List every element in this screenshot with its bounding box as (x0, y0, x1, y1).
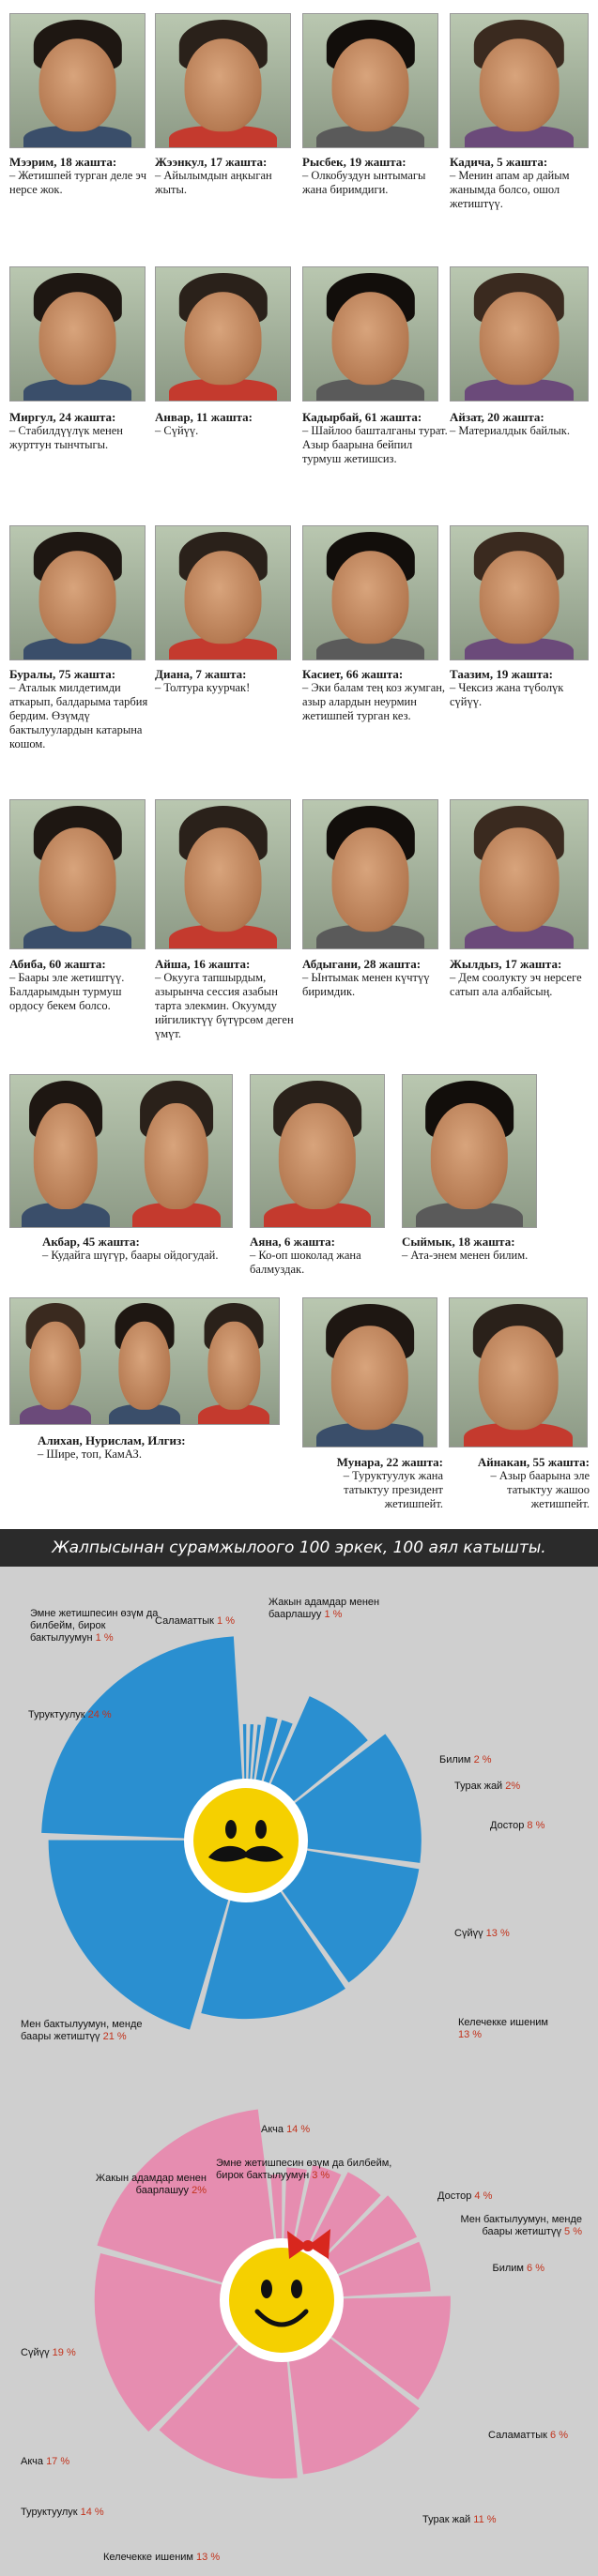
person-name: Аяна, 6 жашта: (250, 1235, 335, 1249)
person-quote: – Окууга тапшырдым, азырынча сессия азабын тарта элекмин. Окуумду ийгиликтүү бүтүрсөм деген үмүт. (155, 971, 294, 1040)
slice-label-text: Жакын адамдар менен баарлашуу (95, 2173, 207, 2196)
chart-slice-label (454, 1928, 558, 1940)
chart-slice-label (490, 1820, 575, 1832)
person-quote: – Толтура куурчак! (155, 681, 251, 694)
chart-slice-label (437, 2190, 531, 2203)
person-name: Жээнкул, 17 жашта: (155, 155, 268, 169)
chart-slice-label (441, 2214, 582, 2238)
slice-label-text: Туруктуулук (28, 1709, 85, 1720)
person-name: Миргул, 24 жашта: (9, 410, 116, 424)
person-quote: – Стабилдүүлүк менен журттун тынчтыгы. (9, 424, 123, 451)
person-quote: – Эки балам тең коз жумган, азыр алардын неурмин жетишпей турган кез. (302, 681, 446, 722)
chart-slice-label (21, 2456, 115, 2468)
person-quote: – Шире, топ, КамАЗ. (38, 1447, 142, 1461)
slice-value-text: 19 % (52, 2347, 76, 2358)
person-name: Айнакан, 55 жашта: (477, 1455, 590, 1469)
chart-slice-label (28, 1709, 122, 1721)
slice-label-text: Эмне жетишпесин өзүм да билбейм, бирок бактылуумун (216, 2158, 392, 2181)
person-name: Мунара, 22 жашта: (336, 1455, 443, 1469)
person-quote: – Азыр баарына эле татыктуу жашоо жетишпейт. (490, 1469, 590, 1510)
chart-slice-label (216, 2158, 404, 2182)
eye-icon (225, 1820, 237, 1839)
slice-label-text: Келечекке ишеним (103, 2552, 193, 2563)
person-quote: – Дем соолукту эч нерсеге сатып ала албайсың. (450, 971, 582, 998)
chart-slice-label (21, 2019, 171, 2043)
person-name: Касиет, 66 жашта: (302, 667, 404, 681)
person-name: Айша, 16 жашта: (155, 957, 251, 971)
person-name: Кадича, 5 жашта: (450, 155, 548, 169)
person-quote: – Аталык милдетимди аткарып, балдарыма тарбия бердим. Өзүмдү бактылуулардын катарына кошом. (9, 681, 148, 750)
person-quote: – Ко-оп шоколад жана балмуздак. (250, 1249, 361, 1276)
person-quote: – Материалдык байлык. (450, 424, 570, 437)
person-quote: – Ата-энем менен билим. (402, 1249, 529, 1262)
chart-slice-label (439, 1754, 514, 1766)
slice-value-text: 6 % (550, 2430, 568, 2441)
person-quote: – Кудайга шүгүр, баары ойдогудай. (42, 1249, 219, 1262)
person-quote: – Шайлоо башталганы турат. Азыр баарына бейпил турмуш жетишсиз. (302, 424, 448, 465)
infographic-title: Жалпысынан сурамжылоого 100 эркек, 100 аял катышты. (0, 1529, 598, 1567)
chart-slice-label (479, 2263, 544, 2275)
chart-face (193, 1788, 299, 1893)
slice-value-text: 8 % (527, 1820, 545, 1831)
slice-value-text: 14 % (286, 2124, 311, 2135)
person-name: Кадырбай, 61 жашта: (302, 410, 422, 424)
person-quote: – Айылымдын аңкыган жыты. (155, 169, 272, 196)
person-name: Рысбек, 19 жашта: (302, 155, 406, 169)
slice-label-text: Турак жай (422, 2514, 471, 2525)
slice-label-text: Сүйүү (21, 2347, 50, 2358)
chart-slice-label (261, 2124, 336, 2136)
slice-label-text: Акча (261, 2124, 284, 2135)
person-quote: – Ынтымак менен күчтүү биримдик. (302, 971, 430, 998)
person-quote: – Баары эле жетиштүү. Балдарымдын турмуш ордосу бекем болсо. (9, 971, 125, 1012)
slice-label-text: Мен бактылуумун, менде баары жетиштүү (21, 2019, 143, 2042)
chart-slice-label (21, 2507, 133, 2519)
chart-slice-label (56, 2173, 207, 2197)
chart-slice-label (30, 1608, 161, 1644)
slice-value-text: 3 % (312, 2170, 330, 2181)
chart-face (229, 2248, 334, 2353)
person-name: Таазим, 19 жашта: (450, 667, 553, 681)
person-name: Анвар, 11 жашта: (155, 410, 253, 424)
person-name: Абдыгани, 28 жашта: (302, 957, 422, 971)
chart-slice-label (21, 2347, 115, 2359)
person-name: Айзат, 20 жашта: (450, 410, 544, 424)
slice-value-text: 2 % (473, 1754, 492, 1765)
bow-knot-icon (302, 2240, 314, 2251)
slice-label-text: Сүйүү (454, 1928, 483, 1939)
slice-label-text: Достор (490, 1820, 525, 1831)
slice-value-text: 17 % (46, 2456, 70, 2467)
person-name: Жылдыз, 17 жашта: (450, 957, 562, 971)
slice-value-text: 5 % (564, 2226, 582, 2237)
person-quote: – Олкобуздун ынтымагы жана биримдиги. (302, 169, 426, 196)
eye-icon (255, 1820, 267, 1839)
slice-value-text: 1 % (217, 1615, 235, 1627)
slice-value-text: 13 % (196, 2552, 221, 2563)
person-name: Диана, 7 жашта: (155, 667, 247, 681)
slice-value-text: 14 % (80, 2507, 104, 2518)
slice-value-text: 24 % (87, 1709, 112, 1720)
slice-label-text: Акча (21, 2456, 43, 2467)
slice-label-text: Саламаттык (155, 1615, 214, 1627)
slice-value-text: 13 % (485, 1928, 510, 1939)
slice-label-text: Мен бактылуумун, менде баары жетиштүү (460, 2214, 582, 2237)
slice-value-text: 1 % (324, 1609, 343, 1620)
slice-label-text: Туруктуулук (21, 2507, 78, 2518)
slice-label-text: Келечекке ишеним (458, 2017, 548, 2028)
slice-label-text: Саламаттык (488, 2430, 547, 2441)
slice-label-text: Турак жай (454, 1780, 503, 1792)
person-quote: – Менин апам ар дайым жанымда болсо, ошол жетиштүү. (450, 169, 570, 210)
slice-value-text: 4 % (474, 2190, 493, 2202)
person-name: Абиба, 60 жашта: (9, 957, 106, 971)
slice-label-text: Жакын адамдар менен баарлашуу (268, 1597, 380, 1620)
chart-slice-label (454, 1780, 529, 1793)
slice-label-text: Билим (492, 2263, 524, 2274)
slice-label-text: Достор (437, 2190, 472, 2202)
chart-slice-label (488, 2430, 573, 2442)
slice-value-text: 1 % (95, 1632, 114, 1644)
chart-slice-label (422, 2514, 516, 2526)
slice-label-text: Билим (439, 1754, 471, 1765)
person-name: Алихан, Нурислам, Илгиз: (38, 1433, 186, 1447)
person-quote: – Чексиз жана түболүк сүйүү. (450, 681, 564, 708)
person-quote: – Жетишпей турган деле эч нерсе жок. (9, 169, 147, 196)
person-quote: – Сүйүү. (155, 424, 199, 437)
slice-value-text: 21 % (102, 2031, 127, 2042)
slice-value-text: 6 % (527, 2263, 544, 2274)
slice-value-text: 11 % (473, 2514, 497, 2525)
eye-icon (261, 2280, 272, 2298)
person-name: Акбар, 45 жашта: (42, 1235, 140, 1249)
slice-value-text: 13 % (458, 2029, 483, 2040)
person-name: Мээрим, 18 жашта: (9, 155, 117, 169)
chart-petal (243, 1724, 246, 1788)
chart-slice-label (268, 1597, 409, 1621)
chart-slice-label (103, 2552, 244, 2564)
person-quote: – Туруктуулук жана татыктуу президент жетишпейт. (343, 1469, 443, 1510)
slice-value-text: 2% (192, 2185, 207, 2196)
slice-label-text: Эмне жетишпесин өзүм да билбейм, бирок бактылуумун (30, 1608, 159, 1644)
person-name: Сыймык, 18 жашта: (402, 1235, 515, 1249)
person-name: Буралы, 75 жашта: (9, 667, 116, 681)
eye-icon (291, 2280, 302, 2298)
chart-slice-label (458, 2017, 561, 2041)
slice-value-text: 2% (505, 1780, 521, 1792)
